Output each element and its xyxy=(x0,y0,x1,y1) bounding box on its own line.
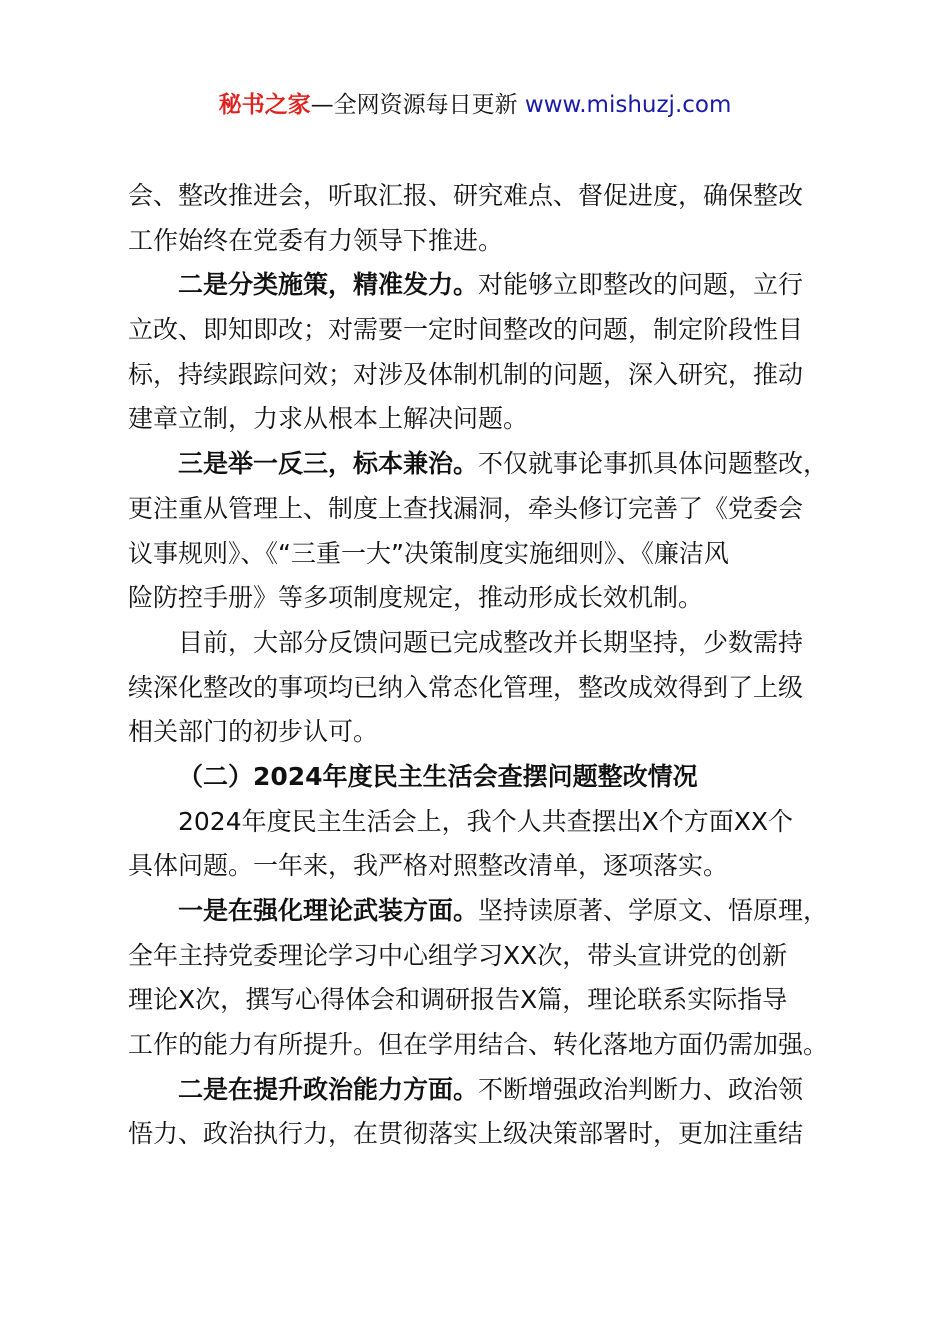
site-brand: 秘书之家 xyxy=(218,92,311,118)
paragraph-line xyxy=(128,174,834,219)
paragraph-line xyxy=(128,800,834,845)
line-text: 险防控手册》等多项制度规定，推动形成长效机制。 xyxy=(128,583,704,613)
line-text: 建章立制，力求从根本上解决问题。 xyxy=(128,404,529,434)
line-text: 目前，大部分反馈问题已完成整改并长期坚持，少数需持 xyxy=(178,627,804,657)
paragraph-line xyxy=(128,397,834,442)
paragraph-line xyxy=(128,1068,834,1113)
paragraph-line xyxy=(128,666,834,711)
paragraph-line xyxy=(128,1023,834,1068)
point-heading: 三是举一反三，标本兼治。 xyxy=(178,449,479,479)
line-text: 理论X次，撰写心得体会和调研报告X篇，理论联系实际指导 xyxy=(128,985,788,1015)
paragraph-line xyxy=(128,263,834,308)
line-text: 2024年度民主生活会上，我个人共查摆出X个方面XX个 xyxy=(178,806,794,836)
line-text: 会、整改推进会，听取汇报、研究难点、督促进度，确保整改 xyxy=(128,181,804,210)
line-text: 续深化整改的事项均已纳入常态化管理，整改成效得到了上级 xyxy=(128,672,804,702)
line-text: 立改、即知即改；对需要一定时间整改的问题，制定阶段性目 xyxy=(128,315,804,345)
paragraph-line xyxy=(128,710,834,755)
point-heading: 二是分类施策，精准发力。 xyxy=(178,270,479,300)
point-heading: 二是在提升政治能力方面。 xyxy=(178,1074,479,1104)
section-heading-text: （二）2024年度民主生活会查摆问题整改情况 xyxy=(178,761,698,791)
paragraph-line xyxy=(128,844,834,889)
site-tagline: —全网资源每日更新 xyxy=(310,92,525,118)
paragraph-line xyxy=(128,442,834,487)
line-text: 对能够立即整改的问题，立行 xyxy=(478,270,804,300)
line-text: 坚持读原著、学原文、悟原理， xyxy=(478,896,829,925)
paragraph-line xyxy=(128,978,834,1023)
section-heading xyxy=(128,755,834,800)
line-text: 不断增强政治判断力、政治领 xyxy=(478,1074,804,1104)
paragraph-line xyxy=(128,934,834,979)
paragraph-line xyxy=(128,532,834,577)
line-text: 不仅就事论事抓具体问题整改， xyxy=(478,449,829,479)
site-header xyxy=(0,88,950,122)
line-text: 悟力、政治执行力，在贯彻落实上级决策部署时，更加注重结 xyxy=(128,1119,804,1149)
paragraph-line xyxy=(128,621,834,666)
line-text: 工作的能力有所提升。但在学用结合、转化落地方面仍需加强。 xyxy=(128,1030,829,1060)
paragraph-line xyxy=(128,1112,834,1157)
line-text: 相关部门的初步认可。 xyxy=(128,717,379,747)
line-text: 工作始终在党委有力领导下推进。 xyxy=(128,225,504,255)
paragraph-line xyxy=(128,219,834,264)
paragraph-line xyxy=(128,308,834,353)
line-text: 更注重从管理上、制度上查找漏洞，牵头修订完善了《党委会 xyxy=(128,493,804,523)
line-text: 具体问题。一年来，我严格对照整改清单，逐项落实。 xyxy=(128,851,729,881)
paragraph-line xyxy=(128,353,834,398)
line-text: 标，持续跟踪问效；对涉及体制机制的问题，深入研究，推动 xyxy=(128,359,804,389)
point-heading: 一是在强化理论武装方面。 xyxy=(178,896,479,925)
paragraph-line xyxy=(128,576,834,621)
line-text: 议事规则》、《“三重一大”决策制度实施细则》、《廉洁风 xyxy=(128,538,729,568)
paragraph-line xyxy=(128,889,834,934)
document-body xyxy=(128,174,834,1157)
site-url-link[interactable]: www.mishuzj.com xyxy=(524,92,732,118)
paragraph-line xyxy=(128,487,834,532)
line-text: 全年主持党委理论学习中心组学习XX次，带头宣讲党的创新 xyxy=(128,940,788,970)
